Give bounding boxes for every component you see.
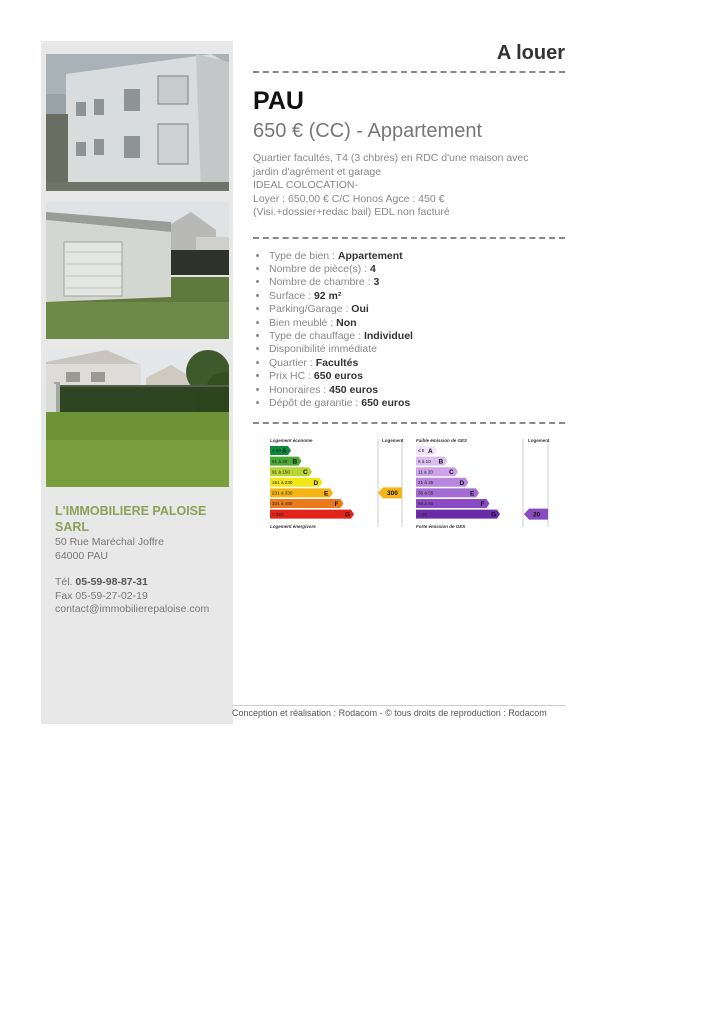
detail-value: Non — [336, 316, 357, 329]
detail-value: 3 — [373, 276, 380, 289]
listing-status: A louer — [496, 42, 565, 64]
dpe-title: Logement économe — [270, 438, 313, 443]
ges-range-label: 11 à 20 — [418, 469, 433, 475]
ges-letter: F — [480, 501, 485, 508]
description-line: jardin d'agrément et garage — [253, 165, 382, 178]
description-line: Loyer : 650,00 € C/C Honos Agce : 450 € — [253, 192, 445, 205]
dpe-range-label: ≤ 50 — [272, 448, 281, 454]
detail-item — [269, 250, 565, 263]
agency-fax: Fax 05-59-27-02-19 — [55, 589, 148, 602]
agency-phone-row — [55, 576, 230, 590]
detail-label: Disponibilité immédiate — [269, 343, 377, 356]
ges-bar — [416, 510, 500, 519]
ges-letter: B — [438, 458, 444, 466]
dpe-letter: A — [282, 448, 287, 455]
detail-label: Type de chauffage : — [269, 329, 364, 342]
agency-street: 50 Rue Maréchal Joffre — [55, 536, 164, 548]
detail-value: 650 euros — [361, 396, 411, 409]
agency-phone[interactable]: 05-59-98-87-31 — [75, 576, 148, 588]
ges-title: Faible émission de GES — [416, 438, 468, 443]
agency-contact — [55, 503, 230, 617]
ges-letter: D — [459, 479, 465, 487]
photo-building[interactable] — [46, 54, 229, 191]
detail-label: Surface : — [269, 289, 314, 302]
divider — [253, 237, 565, 239]
detail-item — [269, 397, 565, 410]
ges-class-b — [416, 457, 448, 466]
dpe-range-label: 331 à 450 — [272, 501, 293, 507]
ges-letter: A — [428, 448, 433, 455]
dpe-letter: F — [334, 501, 339, 508]
ges-class-g — [416, 510, 500, 519]
property-details — [253, 250, 565, 411]
ges-range-label: 36 à 55 — [418, 490, 434, 496]
dpe-letter: B — [292, 458, 298, 466]
photo-garden[interactable] — [46, 350, 229, 487]
detail-value: Individuel — [363, 329, 413, 342]
ges-value-marker — [524, 509, 548, 520]
description-line: Quartier facultés, T4 (3 chbres) en RDC d'une maison avec — [253, 152, 529, 164]
dpe-class-g — [270, 510, 354, 519]
detail-value: 650 euros — [313, 370, 363, 383]
detail-label: Dépôt de garantie : — [269, 396, 362, 409]
detail-item — [269, 330, 565, 343]
agency-city: 64000 PAU — [55, 549, 108, 562]
dpe-letter: E — [324, 490, 329, 498]
detail-value: Oui — [351, 303, 369, 316]
agency-name: L'IMMOBILIERE PALOISE SARL — [55, 504, 207, 534]
detail-label: Quartier : — [269, 356, 316, 369]
detail-value: 4 — [369, 262, 376, 275]
detail-value: 92 m² — [313, 289, 342, 302]
detail-item — [269, 303, 565, 316]
detail-item — [269, 370, 565, 383]
divider — [253, 422, 565, 424]
ges-value: 20 — [533, 511, 541, 519]
dpe-class-a — [270, 446, 291, 455]
listing-description — [253, 152, 565, 220]
dpe-value-marker — [378, 487, 402, 498]
photo-garage[interactable] — [46, 202, 229, 339]
description-line: IDEAL COLOCATION- — [253, 179, 359, 191]
divider — [253, 71, 565, 73]
dpe-class-d — [270, 478, 323, 487]
garden-photo-image — [46, 350, 229, 487]
listing-price: 650 € (CC) - Appartement — [253, 120, 482, 142]
detail-item — [269, 317, 565, 330]
dpe-chart — [270, 438, 404, 529]
detail-item — [269, 384, 565, 397]
detail-value: Appartement — [337, 249, 403, 262]
dpe-class-c — [270, 467, 312, 476]
ges-range-label: 21 à 35 — [418, 480, 434, 485]
dpe-column-label: Logement — [382, 438, 404, 443]
ges-chart — [416, 438, 550, 529]
energy-labels — [268, 437, 550, 537]
dpe-class-b — [270, 457, 302, 466]
ges-letter: G — [491, 511, 497, 519]
garage-photo-image — [46, 202, 229, 339]
agency-email[interactable]: contact@immobilierepaloise.com — [55, 603, 210, 615]
detail-label: Nombre de pièce(s) : — [269, 262, 370, 275]
detail-label: Nombre de chambre : — [269, 276, 374, 289]
ges-class-a — [416, 446, 437, 455]
detail-value: 450 euros — [329, 383, 379, 396]
ges-letter: C — [449, 469, 454, 477]
dpe-letter: C — [303, 469, 308, 477]
ges-column-label: Logement — [528, 438, 550, 443]
dpe-letter: G — [345, 511, 351, 519]
phone-label: Tél. — [55, 576, 76, 588]
dpe-value: 300 — [387, 490, 398, 498]
page-footer — [232, 705, 566, 718]
ges-footer: Forte émission de GES — [416, 524, 466, 529]
dpe-footer: Logement énergivore — [270, 524, 316, 529]
detail-item — [269, 343, 565, 356]
ges-range-label: ≤ 5 — [418, 448, 425, 454]
dpe-class-f — [270, 499, 344, 508]
description-line: (Visi.+dossier+redac bail) EDL non facturé — [253, 206, 450, 218]
detail-label: Prix HC : — [269, 370, 314, 383]
ges-class-e — [416, 488, 479, 497]
building-photo-image — [46, 54, 229, 191]
dpe-range-label: 91 à 150 — [272, 469, 290, 475]
ges-range-label: 6 à 10 — [418, 458, 431, 464]
ges-class-f — [416, 499, 490, 508]
detail-label: Bien meublé : — [269, 316, 337, 329]
ges-range-label: 56 à 80 — [418, 501, 434, 507]
listing-main — [253, 38, 565, 424]
detail-item — [269, 290, 565, 303]
dpe-range-label: 151 à 230 — [272, 480, 293, 485]
ges-class-c — [416, 467, 458, 476]
listing-city: PAU — [253, 87, 304, 115]
dpe-range-label: > 450 — [272, 511, 284, 517]
ges-class-d — [416, 478, 469, 487]
detail-item — [269, 357, 565, 370]
detail-label: Parking/Garage : — [269, 303, 352, 316]
dpe-range-label: 51 à 90 — [272, 458, 288, 464]
ges-letter: E — [470, 490, 475, 498]
dpe-letter: D — [313, 479, 319, 487]
detail-value: Facultés — [315, 356, 359, 369]
footer-credits: Conception et réalisation : Rodacom - © tous droits de reproduction : Rodacom — [232, 708, 547, 718]
ges-range-label: > 80 — [418, 511, 428, 517]
detail-item — [269, 263, 565, 276]
dpe-class-e — [270, 488, 333, 497]
detail-label: Type de bien : — [269, 249, 338, 262]
detail-item — [269, 276, 565, 289]
detail-label: Honoraires : — [269, 383, 330, 396]
dpe-range-label: 231 à 330 — [272, 490, 293, 496]
